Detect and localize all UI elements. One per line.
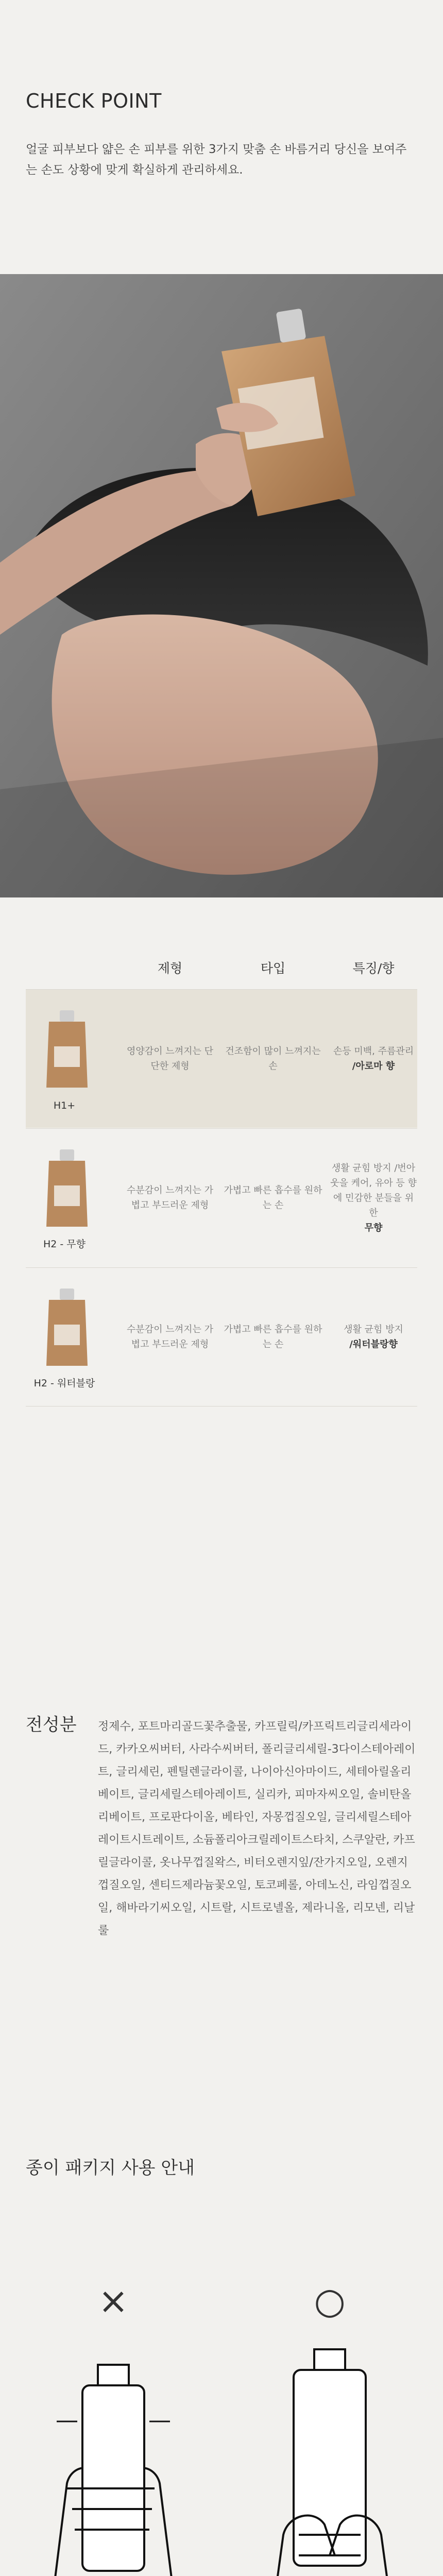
intro-description: 얼굴 피부보다 얇은 손 피부를 위한 3가지 맞춤 손 바름거리 당신을 보여주는 손도 상황에 맞게 확실하게 관리하세요. [26, 143, 407, 177]
feature-cell [330, 1129, 417, 1267]
hero-photo [0, 274, 443, 897]
type-cell: 가볍고 빠른 흡수를 원하는 손 [224, 1324, 322, 1350]
header-type: 타입 [260, 961, 286, 976]
scent-text: 무향 [364, 1222, 383, 1233]
product-tag: H2 - 무향 [43, 1239, 86, 1250]
product-thumb [26, 1268, 108, 1406]
guide-title: 종이 패키지 사용 안내 [26, 2158, 195, 2178]
hero-illustration [0, 274, 443, 897]
type-cell: 건조함이 많이 느껴지는 손 [225, 1046, 321, 1072]
pouch-icon [26, 1000, 108, 1103]
product-tag: H2 - 워터블랑 [33, 1378, 95, 1389]
texture-cell: 수분감이 느껴지는 가볍고 부드러운 제형 [127, 1324, 213, 1350]
comparison-row [26, 1128, 417, 1267]
pouch-icon [26, 1139, 108, 1242]
texture-cell: 영양감이 느껴지는 단단한 제형 [127, 1046, 213, 1072]
product-thumb [26, 1129, 108, 1267]
comparison-header [26, 958, 417, 984]
usage-guide-illustration [26, 2267, 417, 2576]
feature-text: 손등 미백, 주름관리 [333, 1046, 414, 1057]
pouch-icon [26, 1278, 108, 1381]
scent-text: /아로마 향 [352, 1061, 395, 1072]
feature-text: 생활 균힘 방지 [344, 1324, 403, 1335]
header-feature: 특징/향 [352, 961, 395, 976]
type-cell: 가볍고 빠른 흡수를 원하는 손 [224, 1185, 322, 1211]
feature-text: 생활 균힘 방지 /번아웃을 케어, 유아 등 향에 민감한 분들을 위한 [330, 1162, 417, 1218]
wrong-mark: × [98, 2280, 129, 2322]
product-tag: H1+ [53, 1100, 76, 1111]
header-texture: 제형 [157, 961, 183, 976]
feature-cell [330, 1268, 417, 1406]
right-mark: ○ [314, 2280, 346, 2322]
ingredients-title: 전성분 [26, 1715, 77, 1735]
product-thumb [26, 990, 108, 1128]
page-title: CHECK POINT [26, 90, 162, 112]
comparison-row [26, 1267, 417, 1406]
scent-text: /워터블랑향 [349, 1339, 398, 1350]
comparison-table [26, 958, 417, 1422]
feature-cell [330, 990, 417, 1128]
ingredients-text: 정제수, 포트마리골드꽃추출물, 카프릴릭/카프릭트리글리세라이드, 카카오씨버터, 사라수씨버터, 폴리글리세릴-3다이스테아레이트, 글리세린, 펜틸렌글라이콜, 나이아신아마이드, 세테아릴올리베이트, 글리세릴스테아레이트, 실리카, 피마자씨오일, 솔비탄올리베이트, 프로판다이올, 베타인, 자몽껍질오일, 글리세릴스테아레이트시트레이트, 소듐폴리아크릴레이트스타치, 스쿠알란, 카프릴글라이콜, 옷나무껍질왁스, 비터오렌지잎/잔가지오일, 오렌지껍질오일, 센티드제라늄꽃오일, 토코페롤, 아데노신, 라임껍질오일, 해바라기씨오일, 시트랄, 시트로넬올, 제라니올, 리모넨, 리날룰 [98, 1720, 416, 1937]
texture-cell: 수분감이 느껴지는 가볍고 부드러운 제형 [127, 1185, 213, 1211]
comparison-row [26, 989, 417, 1128]
hands-illustration [26, 2267, 417, 2576]
